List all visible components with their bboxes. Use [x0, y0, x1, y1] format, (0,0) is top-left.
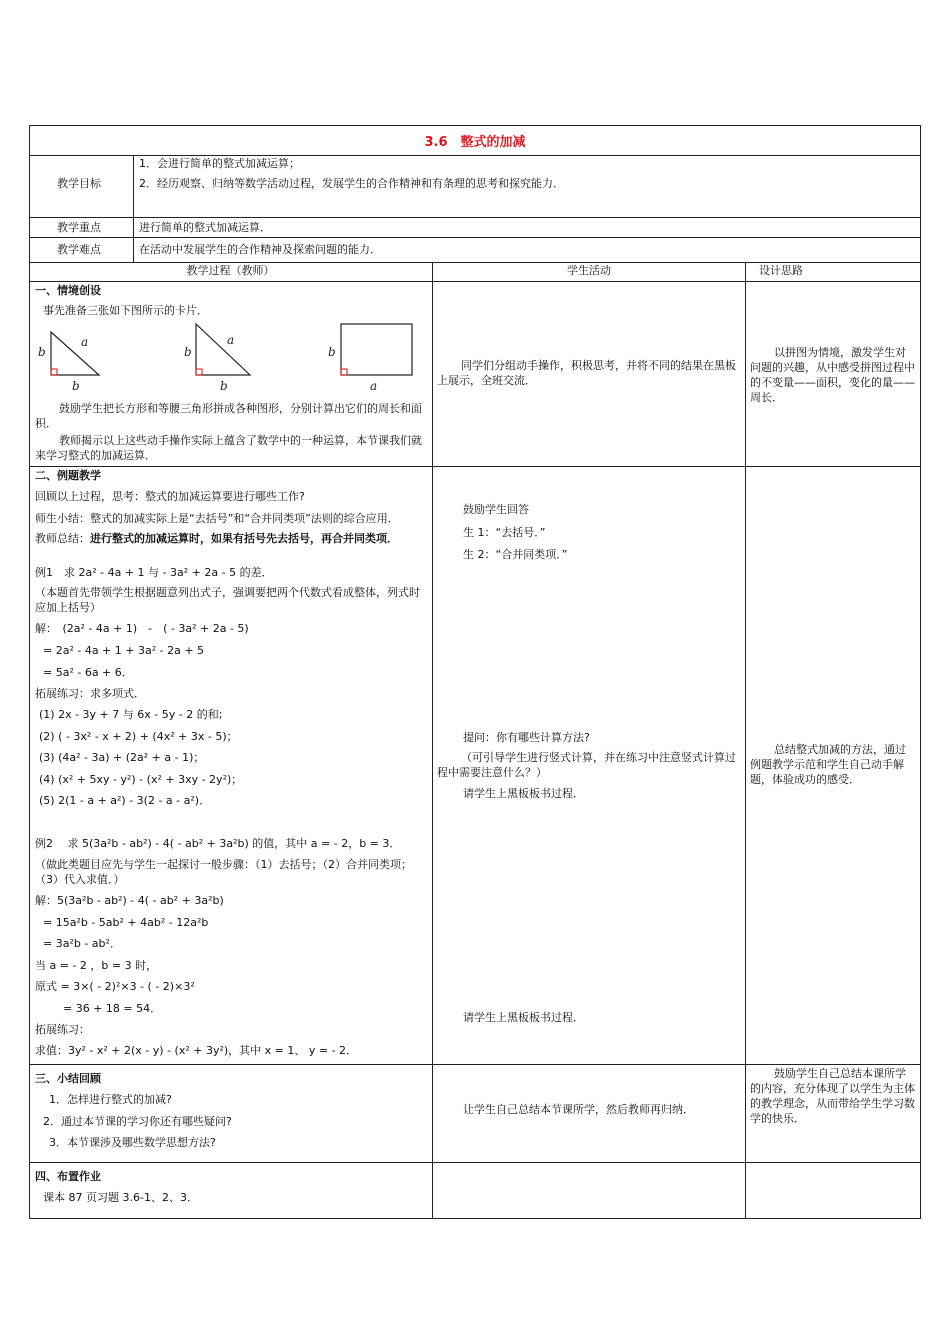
section-1-paragraph: 鼓励学生把长方形和等腰三角形拼成各种图形，分别计算出它们的周长和面积． [35, 402, 422, 430]
goal-item: 2．经历观察、归纳等数学活动过程，发展学生的合作精神和有条理的思考和探究能力． [139, 177, 564, 190]
section-1-intro: 事先准备三张如下图所示的卡片． [43, 304, 208, 317]
summary-text: 师生小结：整式的加减实际上是“去括号”和“合并同类项”法则的综合应用． [35, 512, 399, 525]
section-2-design: 总结整式加减的方法，通过例题教学示范和学生自己动手解题，体验成功的感受． [750, 743, 906, 786]
section-4-title: 四、布置作业 [35, 1170, 101, 1183]
label-b: b [72, 379, 80, 393]
goal-item: 1．会进行简单的整式加减运算； [139, 157, 300, 170]
student-activity-line: 请学生上黑板板书过程． [463, 787, 584, 800]
section-1-design: 以拼图为情境，激发学生对问题的兴趣，从中感受拼图过程中的不变量——面积，变化的量——周长． [750, 346, 915, 404]
solution-1-line: = 2a² - 4a + 1 + 3a² - 2a + 5 [43, 644, 205, 657]
teacher-summary: 教师总结：进行整式的加减运算时，如果有括号先去括号，再合并同类项． [35, 532, 398, 545]
card-figures [37, 320, 429, 398]
header-design: 设计思路 [759, 264, 803, 277]
goals-label: 教学目标 [57, 177, 101, 190]
example-1: 例1 求 2a² - 4a + 1 与 - 3a² + 2a - 5 的差． [35, 566, 273, 579]
substitution-text: 当 a = - 2 ，b = 3 时， [35, 959, 158, 972]
border-left [29, 125, 30, 1219]
review-item: 2．通过本节课的学习你还有哪些疑问? [43, 1115, 232, 1128]
triangle-card-1 [38, 332, 99, 393]
student-activity-line: （可引导学生进行竖式计算，并在练习中注意竖式计算过程中需要注意什么？） [437, 751, 736, 779]
section-3-design: 鼓励学生自己总结本课所学的内容，充分体现了以学生为主体的教学理念，从而带给学生学习数学的快乐． [750, 1067, 915, 1125]
section-1-paragraph: 教师揭示以上这些动手操作实际上蕴含了数学中的一种运算，本节课我们就来学习整式的加减运算． [35, 434, 422, 462]
label-b: b [184, 345, 192, 359]
label-a: a [227, 333, 235, 347]
header-student: 学生活动 [567, 264, 611, 277]
extension-2-text: 求值：3y² - x² + 2(x - y) - (x² + 3y²)，其中 x = 1、 y = - 2． [35, 1044, 358, 1057]
extension-title: 拓展练习：求多项式． [35, 687, 145, 700]
section-1-title: 一、情境创设 [35, 284, 101, 297]
section-3-student: 让学生自己总结本节课所学，然后教师再归纳． [463, 1103, 694, 1116]
original-expression: 原式 = 3×( - 2)²×3 - ( - 2)×3² [35, 980, 195, 993]
review-item: 3．本节课涉及哪些数学思想方法? [49, 1136, 216, 1149]
extension-item: (5) 2(1 - a + a²) - 3(2 - a - a²)． [39, 794, 211, 807]
solution-2-line: = 15a²b - 5ab² + 4ab² - 12a²b [43, 916, 209, 929]
extension-item: (4) (x² + 5xy - y²) - (x² + 3xy - 2y²)； [39, 773, 243, 786]
student-activity-line: 鼓励学生回答 [463, 503, 529, 516]
extension-item: (2) ( - 3x² - x + 2) + (4x² + 3x - 5)； [39, 730, 238, 743]
key-point-label: 教学重点 [57, 221, 101, 234]
border-bottom [29, 1218, 921, 1219]
label-b: b [220, 379, 228, 393]
review-item: 1．怎样进行整式的加减? [49, 1093, 172, 1106]
triangle-card-2 [184, 324, 250, 393]
label-b: b [328, 345, 336, 359]
example-1-note: （本题首先带领学生根据题意列出式子，强调要把两个代数式看成整体，列式时应加上括号） [35, 586, 420, 614]
section-2-title: 二、例题教学 [35, 469, 101, 482]
key-point-text: 进行简单的整式加减运算． [139, 221, 271, 234]
solution-2-line: 解：5(3a²b - ab²) - 4( - ab² + 3a²b) [35, 894, 224, 907]
border-top [29, 125, 921, 126]
column-divider-2 [745, 262, 746, 1219]
lesson-plan-table [29, 125, 921, 1219]
column-divider-1 [432, 262, 433, 1219]
border-right [920, 125, 921, 1219]
difficulty-text: 在活动中发展学生的合作精神及探索问题的能力． [139, 243, 381, 256]
label-a: a [81, 335, 89, 349]
student-activity-line: 生 2：“合并同类项．” [463, 548, 568, 561]
section-3-title: 三、小结回顾 [35, 1072, 101, 1085]
difficulty-label: 教学难点 [57, 243, 101, 256]
label-b: b [38, 345, 46, 359]
homework-text: 课本 87 页习题 3.6-1、2、3． [43, 1191, 198, 1204]
label-a: a [370, 379, 378, 393]
example-2: 例2 求 5(3a²b - ab²) - 4( - ab² + 3a²b) 的值，其中 a = - 2，b = 3． [35, 837, 401, 850]
review-question: 回顾以上过程，思考：整式的加减运算要进行哪些工作? [35, 490, 305, 503]
extension-item: (3) (4a² - 3a) + (2a² + a - 1)； [39, 751, 205, 764]
original-result: = 36 + 18 = 54． [63, 1002, 162, 1015]
extension-item: (1) 2x - 3y + 7 与 6x - 5y - 2 的和; [39, 708, 223, 721]
solution-1-line: 解： (2a² - 4a + 1) - ( - 3a² + 2a - 5) [35, 622, 249, 635]
solution-1-line: = 5a² - 6a + 6． [43, 666, 133, 679]
student-activity-line: 提问：你有哪些计算方法? [463, 731, 590, 744]
header-teacher: 教学过程（教师） [186, 264, 275, 277]
student-activity-line: 生 1：“去括号．” [463, 526, 546, 539]
page-title: 3.6 整式的加减 [424, 135, 526, 150]
extension-2-title: 拓展练习： [35, 1023, 90, 1036]
rectangle-card [328, 324, 412, 393]
solution-2-line: = 3a²b - ab²． [43, 937, 121, 950]
example-2-note: （做此类题目应先与学生一起探讨一般步骤：（1）去括号；（2）合并同类项；（3）代入求值．） [35, 858, 412, 886]
label-divider [133, 155, 134, 262]
student-activity-line: 请学生上黑板板书过程． [463, 1011, 584, 1024]
section-1-student: 同学们分组动手操作，积极思考，并将不同的结果在黑板上展示，全班交流． [437, 359, 736, 387]
